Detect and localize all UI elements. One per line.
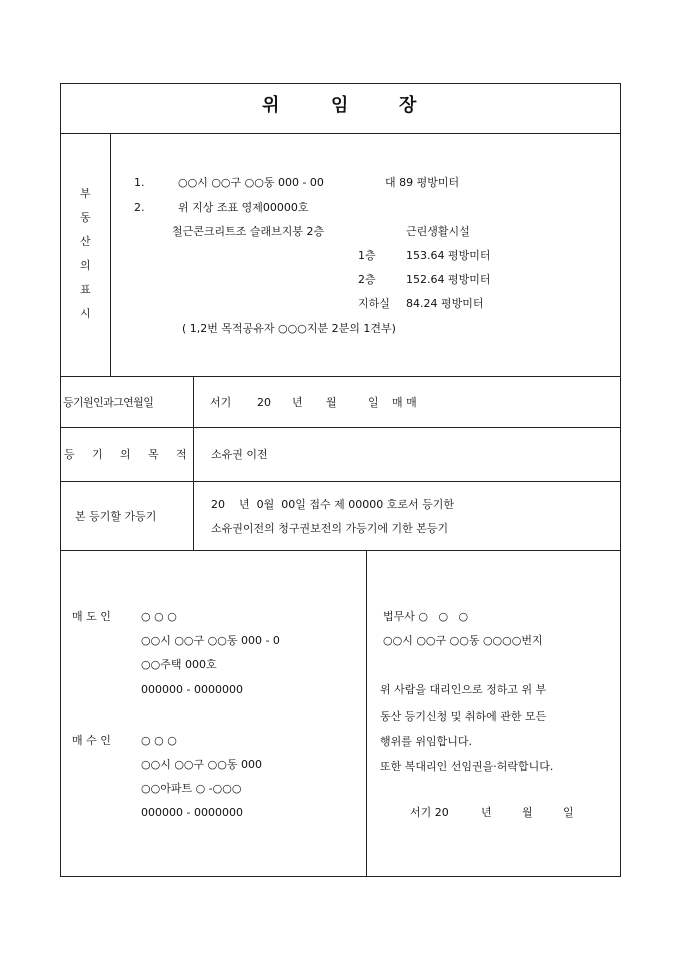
rule-right	[620, 83, 621, 877]
cause-year: 20	[257, 396, 271, 409]
rule-top	[60, 83, 621, 84]
delegation-line1: 위 사람을 대리인으로 정하고 위 부	[380, 683, 547, 696]
delegation-line2: 동산 등기신청 및 취하에 관한 모든	[380, 710, 547, 723]
rule-field-label	[193, 376, 194, 551]
cause-kind: 매 매	[392, 396, 417, 409]
rule-under-title	[60, 133, 621, 134]
buyer-name: ○ ○ ○	[141, 734, 177, 747]
rule-under-property	[60, 376, 621, 377]
main-reg-label: 본 등기할 가등기	[75, 510, 157, 523]
property-label-char: 부	[80, 187, 91, 200]
seller-id: 000000 - 0000000	[141, 683, 243, 696]
title-char-3: 장	[399, 95, 417, 116]
item2-number: 2.	[134, 201, 145, 214]
seller-name: ○ ○ ○	[141, 610, 177, 623]
cause-label: 등기원인과그연월일	[63, 396, 154, 409]
rule-parties-split	[366, 550, 367, 877]
property-label-char: 산	[80, 235, 91, 248]
buyer-label: 매 수 인	[72, 734, 111, 747]
building-use: 근린생활시설	[406, 225, 470, 238]
cause-wol: 월	[326, 396, 337, 409]
rule-left	[60, 83, 61, 877]
agent-date-nyeon: 년	[481, 806, 492, 819]
main-reg-line1: 20 년 0월 00일 접수 제 00000 호로서 등기한	[211, 498, 454, 511]
floor-label: 지하실	[358, 297, 390, 310]
main-reg-line2: 소유권이전의 청구권보전의 가등기에 기한 본등기	[211, 522, 449, 535]
title-char-1: 위	[262, 95, 280, 116]
purpose-value: 소유권 이전	[211, 448, 268, 461]
cause-year-prefix: 서기	[210, 396, 232, 409]
cause-nyeon: 년	[292, 396, 303, 409]
cause-il: 일	[368, 396, 379, 409]
rule-under-mainreg	[60, 550, 621, 551]
title-char-2: 임	[331, 95, 349, 116]
rule-bottom	[60, 876, 621, 877]
buyer-building: ○○아파트 ○ -○○○	[141, 782, 242, 795]
agent-title: 법무사 ○ ○ ○	[383, 610, 469, 623]
buyer-address: ○○시 ○○구 ○○동 000	[141, 758, 262, 771]
rule-under-cause	[60, 427, 621, 428]
floor-area: 152.64 평방미터	[406, 273, 491, 286]
floor-area: 153.64 평방미터	[406, 249, 491, 262]
item2-text: 위 지상 조표 영제00000호	[178, 201, 309, 214]
agent-date-il: 일	[563, 806, 574, 819]
building-structure: 철근콘크리트조 슬래브지붕 2층	[172, 225, 325, 238]
purpose-label-char: 적	[176, 448, 187, 461]
property-label-char: 동	[80, 211, 91, 224]
delegation-line3: 행위를 위임합니다.	[380, 735, 473, 748]
purpose-label-char: 기	[92, 448, 103, 461]
agent-address: ○○시 ○○구 ○○동 ○○○○번지	[383, 634, 543, 647]
seller-building: ○○주택 000호	[141, 658, 217, 671]
seller-address: ○○시 ○○구 ○○동 000 - 0	[141, 634, 280, 647]
floor-label: 1층	[358, 249, 376, 262]
purpose-label-char: 의	[120, 448, 131, 461]
ownership-note: ( 1,2번 목적공유자 ○○○지분 2분의 1견부)	[182, 322, 396, 335]
floor-area: 84.24 평방미터	[406, 297, 484, 310]
rule-under-purpose	[60, 481, 621, 482]
buyer-id: 000000 - 0000000	[141, 806, 243, 819]
seller-label: 매 도 인	[72, 610, 111, 623]
rule-property-label	[110, 133, 111, 377]
property-label-char: 의	[80, 259, 91, 272]
property-label-char: 표	[80, 283, 91, 296]
agent-date-year: 서기 20	[410, 806, 449, 819]
item1-land: 대 89 평방미터	[385, 176, 460, 189]
item1-address: ○○시 ○○구 ○○동 000 - 00	[178, 176, 324, 189]
agent-date-wol: 월	[522, 806, 533, 819]
delegation-line4: 또한 복대리인 선임권을·허락합니다.	[380, 760, 554, 773]
purpose-label-char: 등	[64, 448, 75, 461]
property-label-char: 시	[80, 307, 91, 320]
floor-label: 2층	[358, 273, 376, 286]
item1-number: 1.	[134, 176, 145, 189]
purpose-label-char: 목	[148, 448, 159, 461]
